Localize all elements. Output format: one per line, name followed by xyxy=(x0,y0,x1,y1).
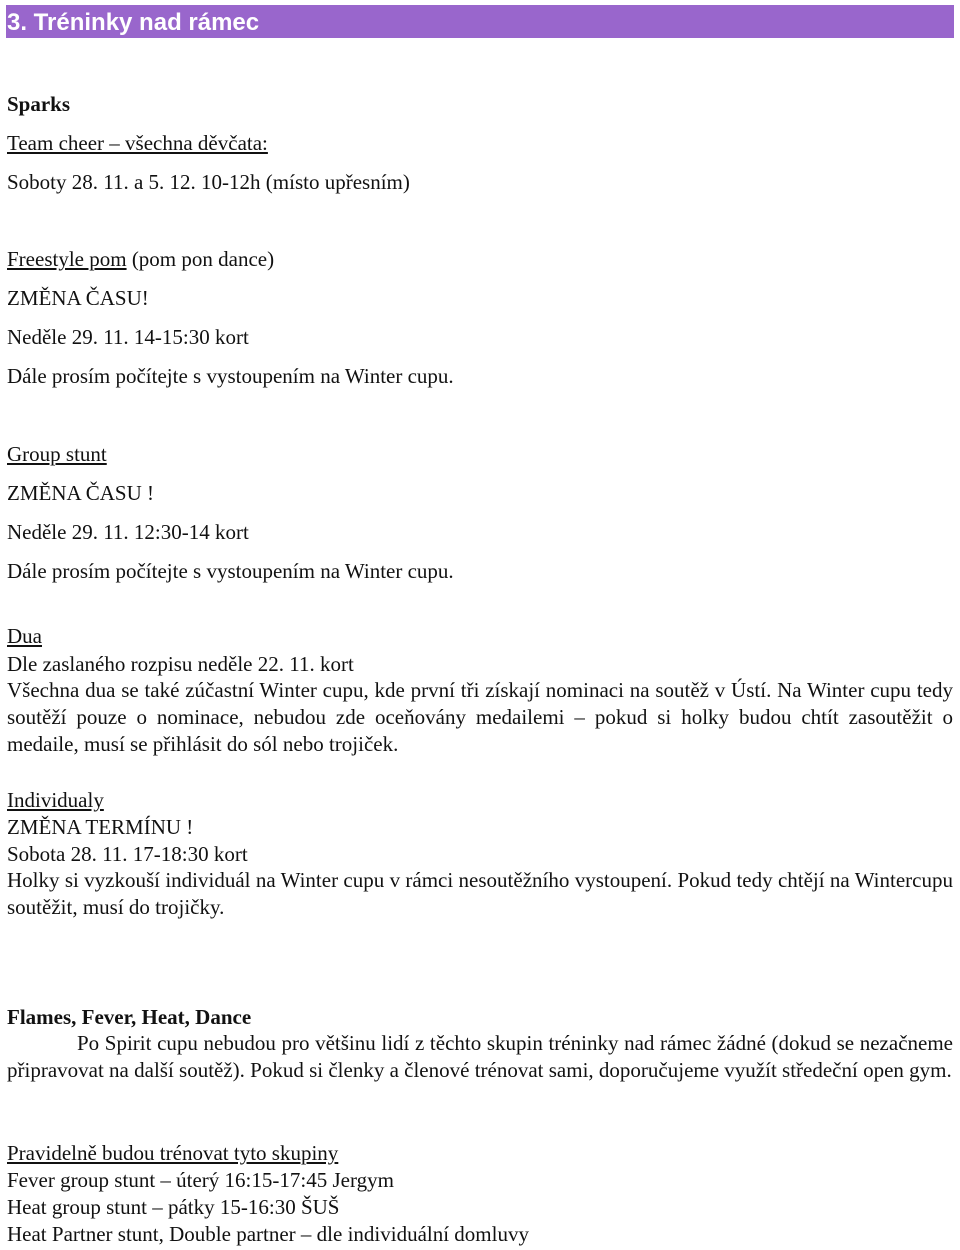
freestyle-label: Freestyle pom xyxy=(7,247,127,271)
individualy-schedule: Sobota 28. 11. 17-18:30 kort xyxy=(7,842,248,866)
individualy-note: Holky si vyzkouší individuál na Winter cupu v rámci nesoutěžního vystoupení. Pokud tedy chtějí na Wintercupu soutěžit, musí do trojičky. xyxy=(7,868,953,919)
dua-note: Všechna dua se také zúčastní Winter cupu, kde první tři získají nominaci na soutěž v Ústí. Na Winter cupu tedy soutěží pouze o nominace, nebudou zde oceňovány medailemi – pokud si holky budou chtít zasoutěžit o medaile, musí se přihlásit do sól nebo trojiček. xyxy=(7,678,953,756)
regular-group-item: Fever group stunt – úterý 16:15-17:45 Jergym xyxy=(7,1168,394,1192)
sparks-title: Sparks xyxy=(7,92,71,116)
group-stunt-label: Group stunt xyxy=(7,442,107,466)
dua-schedule: Dle zaslaného rozpisu neděle 22. 11. kort xyxy=(7,652,354,676)
flames-note: Po Spirit cupu nebudou pro většinu lidí z těchto skupin tréninky nad rámec žádné (dokud se nezačneme připravovat na další soutěž). Pokud si členky a členové trénovat sami, doporučujeme využít středeční open gym. xyxy=(7,1031,953,1082)
freestyle-label-suffix: (pom pon dance) xyxy=(126,247,275,271)
freestyle-heading xyxy=(7,247,274,271)
freestyle-schedule: Neděle 29. 11. 14-15:30 kort xyxy=(7,325,249,349)
individualy-label: Individualy xyxy=(7,788,104,812)
team-cheer-label: Team cheer – všechna děvčata: xyxy=(7,131,268,155)
regular-group-item: Heat Partner stunt, Double partner – dle individuální domluvy xyxy=(7,1222,529,1246)
freestyle-change: ZMĚNA ČASU! xyxy=(7,286,149,310)
regular-groups-label: Pravidelně budou trénovat tyto skupiny xyxy=(7,1141,339,1165)
section-heading: 3. Tréninky nad rámec xyxy=(7,9,260,36)
flames-title: Flames, Fever, Heat, Dance xyxy=(7,1005,252,1029)
individualy-change: ZMĚNA TERMÍNU ! xyxy=(7,815,194,839)
group-stunt-change: ZMĚNA ČASU ! xyxy=(7,481,155,505)
freestyle-note: Dále prosím počítejte s vystoupením na Winter cupu. xyxy=(7,364,454,388)
group-stunt-schedule: Neděle 29. 11. 12:30-14 kort xyxy=(7,520,249,544)
regular-group-item: Heat group stunt – pátky 15-16:30 ŠUŠ xyxy=(7,1195,340,1219)
group-stunt-note: Dále prosím počítejte s vystoupením na Winter cupu. xyxy=(7,559,454,583)
dua-label: Dua xyxy=(7,624,42,648)
team-cheer-schedule: Soboty 28. 11. a 5. 12. 10-12h (místo upřesním) xyxy=(7,170,410,194)
